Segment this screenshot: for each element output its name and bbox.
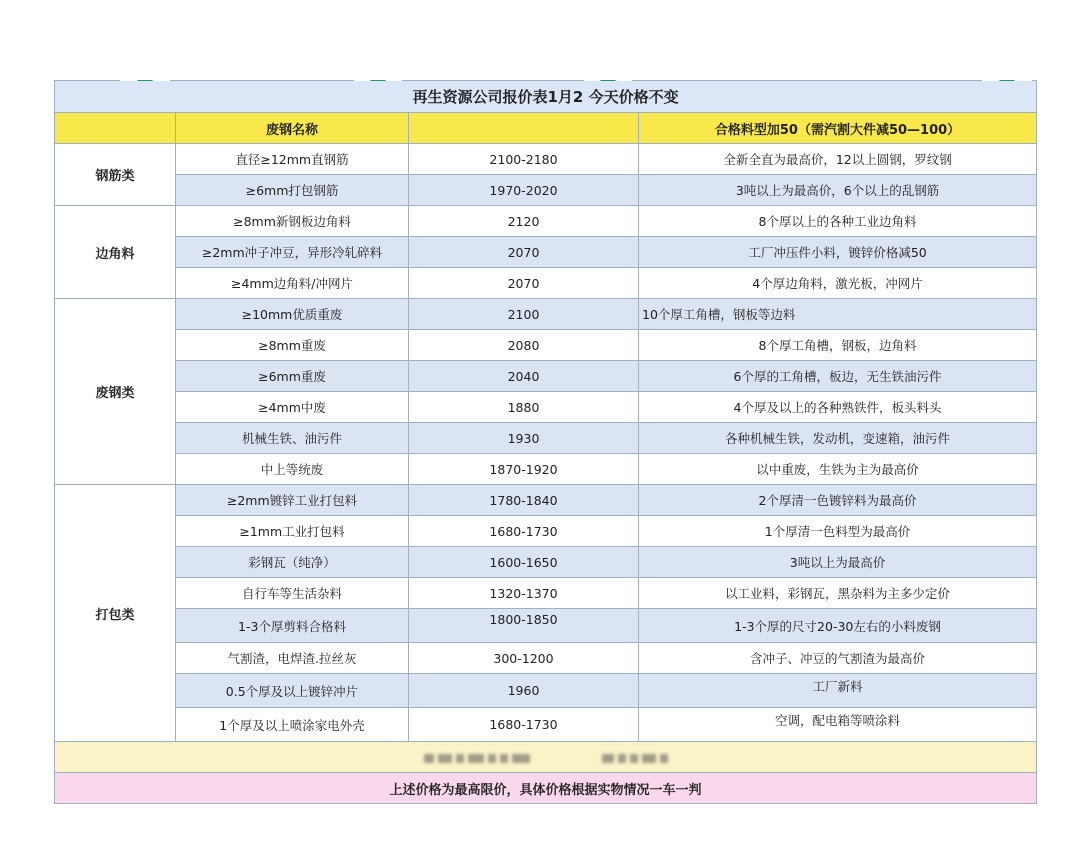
category-corner: 边角料 — [55, 206, 176, 299]
header-note: 合格料型加50（需汽割大件减50—100） — [639, 113, 1037, 144]
category-pack: 打包类 — [55, 485, 176, 742]
item-price: 2080 — [409, 330, 639, 361]
item-note: 1个厚清一色料型为最高价 — [639, 516, 1037, 547]
item-price: 1680-1730 — [409, 516, 639, 547]
item-price: 1600-1650 — [409, 547, 639, 578]
category-rebar: 钢筋类 — [55, 144, 176, 206]
item-price: 1960 — [409, 674, 639, 708]
item-price: 1320-1370 — [409, 578, 639, 609]
item-note: 3吨以上为最高价 — [639, 547, 1037, 578]
item-price: 1780-1840 — [409, 485, 639, 516]
item-name: 中上等统废 — [176, 454, 409, 485]
item-name: ≥4mm边角料/冲网片 — [176, 268, 409, 299]
item-note: 各种机械生铁，发动机，变速箱，油污件 — [639, 423, 1037, 454]
item-name: ≥10mm优质重废 — [176, 299, 409, 330]
item-price: 1880 — [409, 392, 639, 423]
item-price: 1870-1920 — [409, 454, 639, 485]
item-name: 机械生铁、油污件 — [176, 423, 409, 454]
item-note: 6个厚的工角槽，板边，无生铁油污件 — [639, 361, 1037, 392]
item-name: ≥6mm重废 — [176, 361, 409, 392]
item-note: 8个厚以上的各种工业边角料 — [639, 206, 1037, 237]
item-name: ≥6mm打包钢筋 — [176, 175, 409, 206]
item-name: ≥4mm中废 — [176, 392, 409, 423]
footer-note: 上述价格为最高限价，具体价格根据实物情况一车一判 — [55, 773, 1037, 804]
price-sheet — [54, 80, 1036, 804]
redacted-contact — [55, 742, 1037, 773]
item-name: 气割渣，电焊渣.拉丝灰 — [176, 643, 409, 674]
item-price: 2070 — [409, 268, 639, 299]
item-name: ≥1mm工业打包料 — [176, 516, 409, 547]
item-name: 0.5个厚及以上镀锌冲片 — [176, 674, 409, 708]
item-name: 彩钢瓦（纯净） — [176, 547, 409, 578]
item-price: 2100-2180 — [409, 144, 639, 175]
item-name: 直径≥12mm直钢筋 — [176, 144, 409, 175]
item-note: 10个厚工角槽，钢板等边料 — [639, 299, 1037, 330]
item-name: ≥2mm冲子冲豆，异形冷轧碎料 — [176, 237, 409, 268]
price-table — [54, 80, 1037, 804]
item-note: 8个厚工角槽，钢板，边角料 — [639, 330, 1037, 361]
item-price: 1930 — [409, 423, 639, 454]
item-note: 以工业料，彩钢瓦，黑杂料为主多少定价 — [639, 578, 1037, 609]
item-name: 自行车等生活杂料 — [176, 578, 409, 609]
item-note: 工厂新料 — [639, 674, 1037, 708]
item-price: 2040 — [409, 361, 639, 392]
item-name: ≥8mm重废 — [176, 330, 409, 361]
item-price: 300-1200 — [409, 643, 639, 674]
category-scrap: 废钢类 — [55, 299, 176, 485]
item-note: 3吨以上为最高价，6个以上的乱钢筋 — [639, 175, 1037, 206]
item-price: 1970-2020 — [409, 175, 639, 206]
header-price — [409, 113, 639, 144]
item-note: 1-3个厚的尺寸20-30左右的小料废钢 — [639, 609, 1037, 643]
item-note: 以中重废，生铁为主为最高价 — [639, 454, 1037, 485]
item-price: 2120 — [409, 206, 639, 237]
item-note: 全新全直为最高价，12以上圆钢，罗纹钢 — [639, 144, 1037, 175]
item-price: 2100 — [409, 299, 639, 330]
item-price: 1680-1730 — [409, 708, 639, 742]
item-name: ≥8mm新钢板边角料 — [176, 206, 409, 237]
item-note: 4个厚及以上的各种熟铁件，板头料头 — [639, 392, 1037, 423]
item-name: ≥2mm镀锌工业打包料 — [176, 485, 409, 516]
item-name: 1个厚及以上喷涂家电外壳 — [176, 708, 409, 742]
sheet-title: 再生资源公司报价表1月2 今天价格不变 — [55, 81, 1037, 113]
item-note: 含冲子、冲豆的气割渣为最高价 — [639, 643, 1037, 674]
item-price: 1800-1850 — [409, 609, 639, 643]
item-note: 4个厚边角料，激光板，冲网片 — [639, 268, 1037, 299]
item-note: 空调，配电箱等喷涂料 — [639, 708, 1037, 742]
header-category — [55, 113, 176, 144]
item-price: 2070 — [409, 237, 639, 268]
header-name: 废钢名称 — [176, 113, 409, 144]
item-note: 2个厚清一色镀锌料为最高价 — [639, 485, 1037, 516]
item-note: 工厂冲压件小料，镀锌价格减50 — [639, 237, 1037, 268]
item-name: 1-3个厚剪料合格料 — [176, 609, 409, 643]
